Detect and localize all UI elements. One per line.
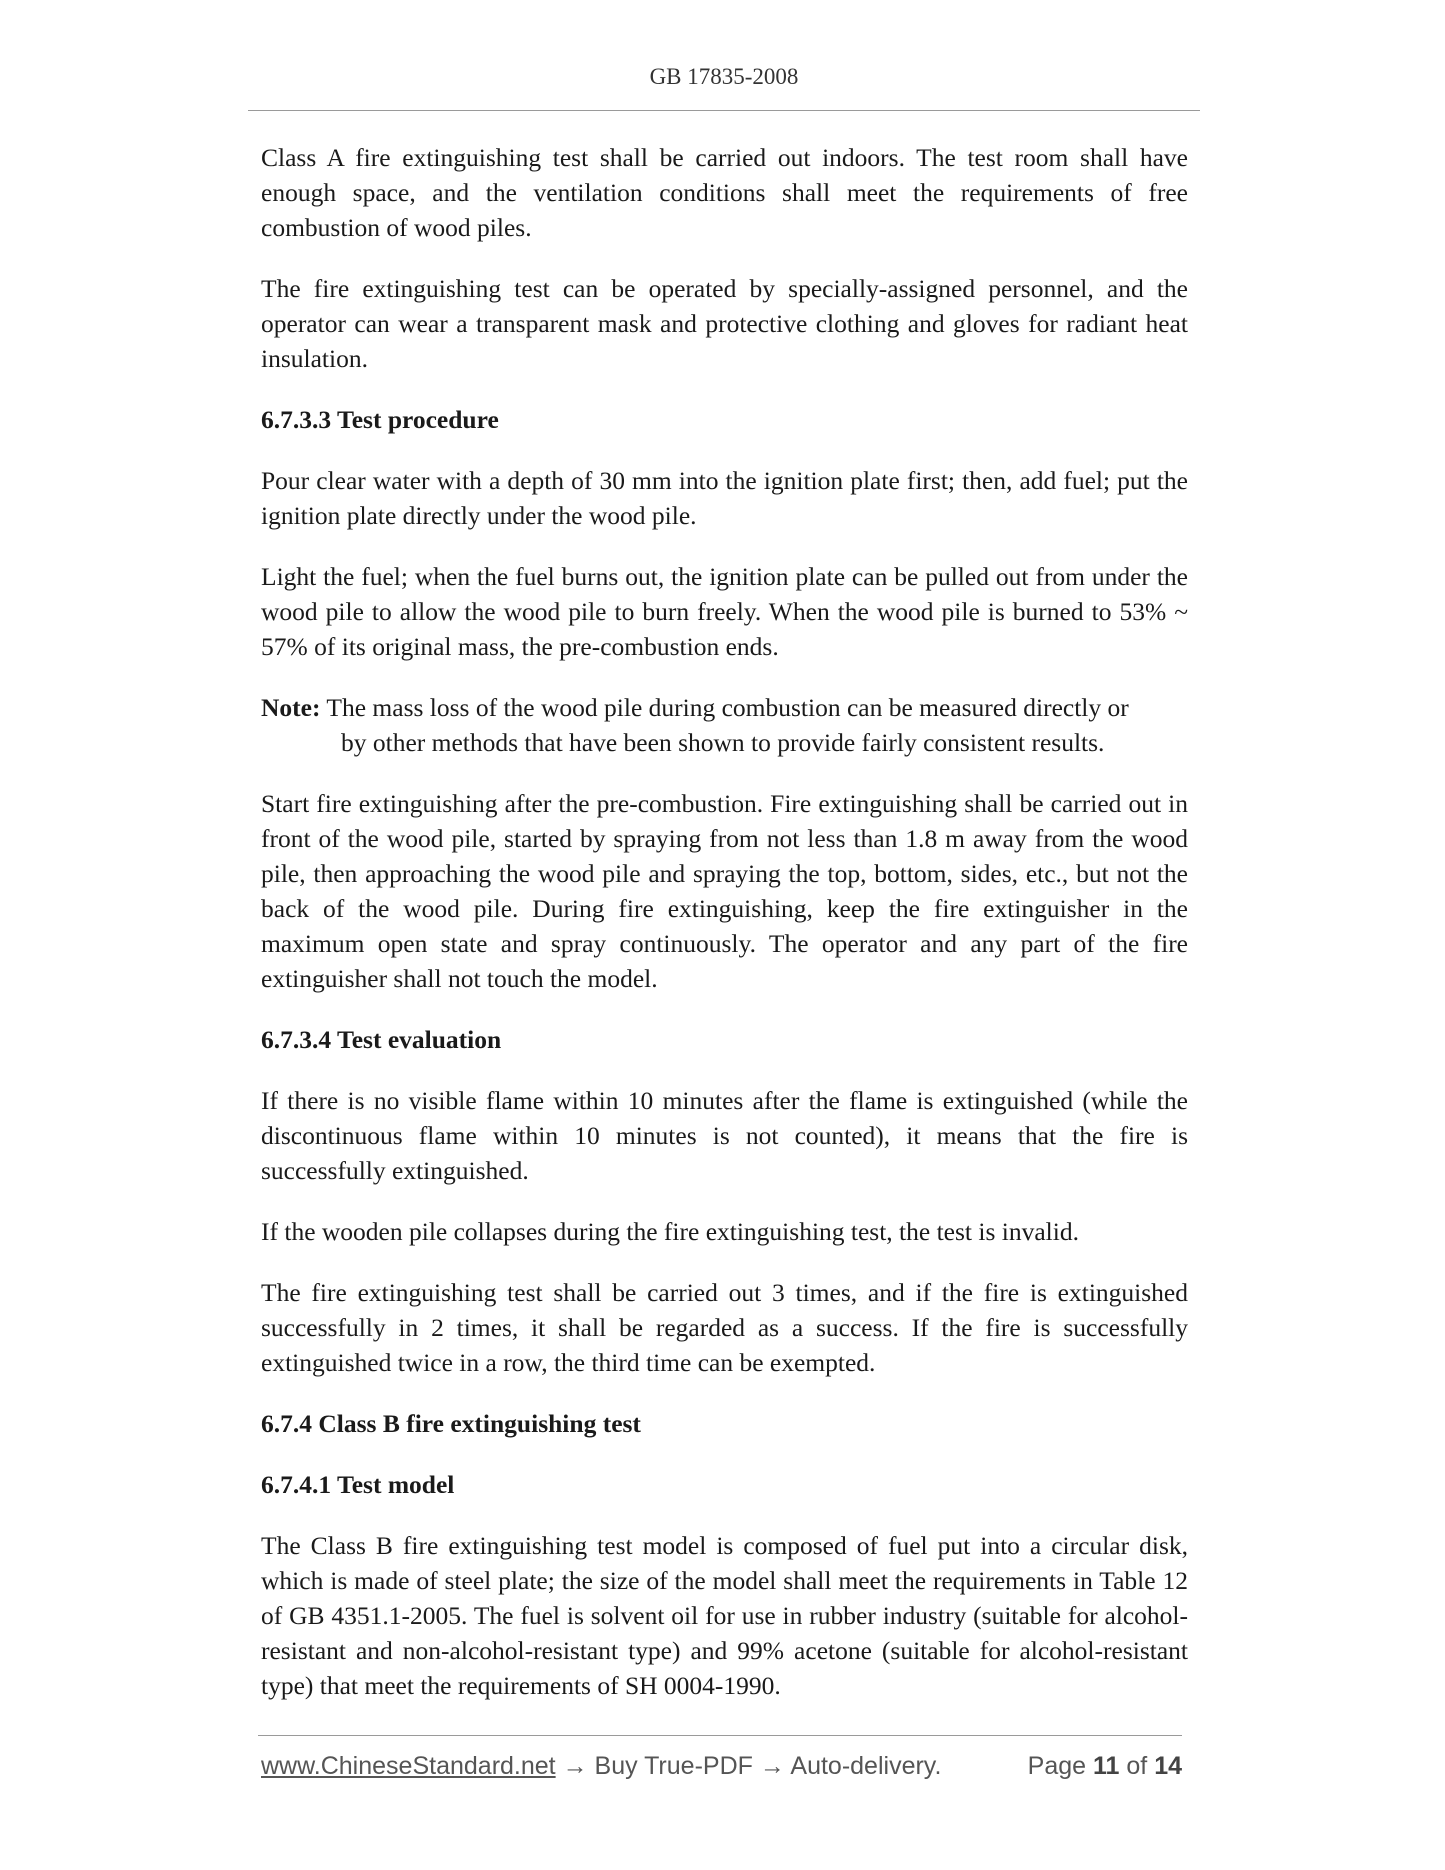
paragraph: If the wooden pile collapses during the fire extinguishing test, the test is invalid. [261, 1217, 1079, 1246]
paragraph: The fire extinguishing test can be operated by specially-assigned personnel, and the operator can wear a transparent mask and protective clothing and gloves for radiant heat insulation. [261, 274, 1188, 373]
total-pages: 14 [1154, 1752, 1182, 1780]
paragraph: The fire extinguishing test shall be carried out 3 times, and if the fire is extinguished successfully in 2 times, it shall be regarded as a success. If the fire is successfully extinguished twice in a row, the third time can be exempted. [261, 1278, 1188, 1377]
footer-divider [258, 1735, 1182, 1736]
section-heading: 6.7.3.4 Test evaluation [261, 1025, 502, 1054]
note-label: Note: [261, 693, 321, 722]
paragraph: Light the fuel; when the fuel burns out, the ignition plate can be pulled out from under the wood pile to allow the wood pile to burn freely. When the wood pile is burned to 53% ~ 57% of its original mass, the pre-combustion ends. [261, 562, 1188, 661]
section-heading: 6.7.3.3 Test procedure [261, 405, 499, 434]
website-link[interactable]: www.ChineseStandard.net [261, 1752, 556, 1780]
note-text-line2: by other methods that have been shown to provide fairly consistent results. [341, 728, 1105, 757]
document-body [261, 140, 1188, 1729]
section-heading: 6.7.4 Class B fire extinguishing test [261, 1409, 641, 1438]
note-text-line1: The mass loss of the wood pile during combustion can be measured directly or [326, 693, 1129, 722]
paragraph: The Class B fire extinguishing test model is composed of fuel put into a circular disk, which is made of steel plate; the size of the model shall meet the requirements in Table 12 of GB 4351.1-2005. The fuel is solvent oil for use in rubber industry (suitable for alcohol-resistant and non-alcohol-resistant type) and 99% acetone (suitable for alcohol-resistant type) that meet the requirements of SH 0004-1990. [261, 1531, 1188, 1700]
section-heading: 6.7.4.1 Test model [261, 1470, 455, 1499]
paragraph: Class A fire extinguishing test shall be carried out indoors. The test room shall have enough space, and the ventilation conditions shall meet the requirements of free combustion of wood piles. [261, 143, 1188, 242]
paragraph: Start fire extinguishing after the pre-combustion. Fire extinguishing shall be carried out in front of the wood pile, started by spraying from not less than 1.8 m away from the wood pile, then approaching the wood pile and spraying the top, bottom, sides, etc., but not the back of the wood pile. During fire extinguishing, keep the fire extinguisher in the maximum open state and spray continuously. The operator and any part of the fire extinguisher shall not touch the model. [261, 789, 1188, 993]
page-footer [261, 1752, 1182, 1781]
footer-tagline: → Buy True-PDF → Auto-delivery. [555, 1752, 942, 1780]
footer-promo [261, 1752, 941, 1781]
note [261, 690, 1188, 760]
paragraph: If there is no visible flame within 10 minutes after the flame is extinguished (while the discontinuous flame within 10 minutes is not counted), it means that the fire is successfully extinguished. [261, 1086, 1188, 1185]
current-page: 11 [1092, 1752, 1120, 1780]
header-divider [248, 110, 1200, 111]
paragraph: Pour clear water with a depth of 30 mm into the ignition plate first; then, add fuel; put the ignition plate directly under the wood pile. [261, 466, 1188, 530]
document-header: GB 17835-2008 [649, 64, 799, 89]
page-indicator: Page 11 of 14 [1027, 1752, 1182, 1780]
